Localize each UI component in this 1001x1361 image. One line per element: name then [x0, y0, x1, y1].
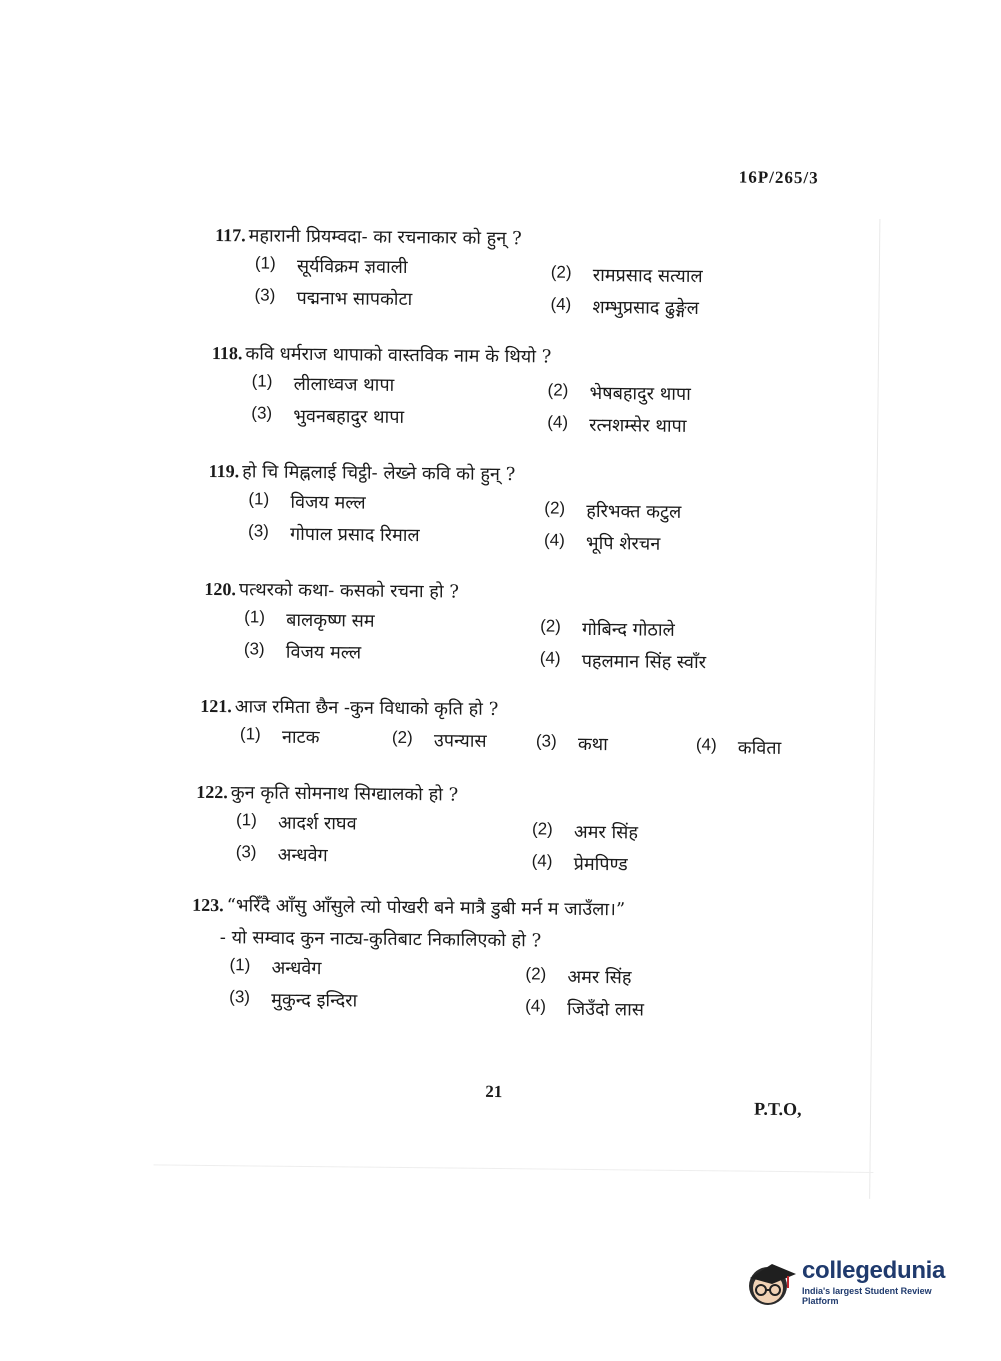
option-3: (3) अन्धवेग — [235, 842, 328, 867]
question-text: पत्थरको कथा- कसको रचना हो ? — [238, 579, 460, 603]
scan-edge-line — [869, 219, 880, 1199]
option-2: (2) हरिभक्त कटुल — [544, 498, 682, 523]
option-1: (1) सूर्यविक्रम ज्ञवाली — [254, 253, 408, 279]
option-2: (2) अमर सिंह — [525, 964, 632, 989]
paper-code: 16P/265/3 — [738, 167, 819, 188]
option-4: (4) भूपि शेरचन — [543, 530, 661, 555]
collegedunia-logo — [742, 1253, 967, 1311]
question-122 — [195, 780, 836, 887]
question-number: 119. — [208, 460, 240, 482]
question-subtext: - यो सम्वाद कुन नाट्य-कुतिबाट निकालिएको हो ? — [219, 927, 542, 952]
question-number: 118. — [211, 342, 243, 364]
option-2: (2) भेषबहादुर थापा — [547, 380, 691, 405]
question-118 — [211, 341, 852, 448]
question-121 — [200, 694, 841, 767]
option-3: (3) मुकुन्द इन्दिरा — [229, 987, 358, 1012]
option-1: (1) विजय मल्ल — [248, 489, 366, 514]
option-2: (2) गोबिन्द गोठाले — [540, 616, 675, 641]
brand-name: collegedunia — [802, 1257, 946, 1284]
option-4: (4) शम्भुप्रसाद ढुङ्गेल — [550, 294, 699, 320]
mascot-icon — [742, 1254, 798, 1310]
option-4: (4) प्रेमपिण्ड — [531, 851, 628, 876]
question-text: हो चि मिह्नलाई चिट्ठी- लेख्ने कवि को हुन् ? — [242, 461, 516, 486]
option-2: (2) अमर सिंह — [531, 819, 639, 844]
option-3: (3) पद्मनाभ सापकोटा — [254, 285, 413, 311]
option-1: (1) बालकृष्ण सम — [244, 607, 375, 632]
question-number: 123. — [192, 894, 224, 916]
option-4: (4) कविता — [695, 735, 782, 759]
question-120 — [204, 577, 845, 684]
question-text: आज रमिता छैन -कुन विधाको कृति हो ? — [234, 696, 499, 720]
scan-bottom-line — [153, 1164, 873, 1173]
question-number: 117. — [215, 224, 246, 246]
option-1: (1) नाटक — [239, 724, 320, 749]
question-number: 121. — [200, 695, 232, 717]
question-text: महारानी प्रियम्वदा- का रचनाकार को हुन् ? — [248, 225, 522, 250]
question-text: कवि धर्मराज थापाको वास्तविक नाम के थियो ? — [245, 343, 552, 368]
option-4: (4) जिउँदो लास — [525, 996, 645, 1021]
pto-label: P.T.O, — [753, 1098, 802, 1120]
option-2: (2) रामप्रसाद सत्याल — [550, 262, 703, 288]
option-3: (3) विजय मल्ल — [243, 639, 362, 664]
question-number: 122. — [196, 781, 228, 803]
question-119 — [208, 459, 849, 566]
option-3: (3) कथा — [535, 731, 608, 756]
option-4: (4) पहलमान सिंह स्वाँर — [539, 648, 707, 674]
question-123 — [191, 893, 852, 1032]
question-number: 120. — [204, 578, 237, 600]
option-3: (3) भुवनबहादुर थापा — [251, 403, 405, 428]
option-1: (1) आदर्श राघव — [235, 810, 357, 835]
question-text: कुन कृति सोमनाथ सिग्द्यालको हो ? — [230, 782, 459, 806]
option-1: (1) अन्धवेग — [229, 955, 322, 980]
option-2: (2) उपन्यास — [391, 727, 487, 752]
option-4: (4) रत्नशम्सेर थापा — [547, 412, 687, 437]
option-1: (1) लीलाध्वज थापा — [251, 371, 395, 396]
brand-tagline: India's largest Student Review Platform — [802, 1286, 932, 1306]
option-3: (3) गोपाल प्रसाद रिमाल — [248, 521, 420, 547]
page-number: 21 — [485, 1081, 503, 1102]
question-text: “भरिँदै आँसु आँसुले त्यो पोखरी बने मात्रै डुबी मर्न म जाउँला।” — [226, 895, 626, 921]
question-117 — [214, 223, 855, 330]
